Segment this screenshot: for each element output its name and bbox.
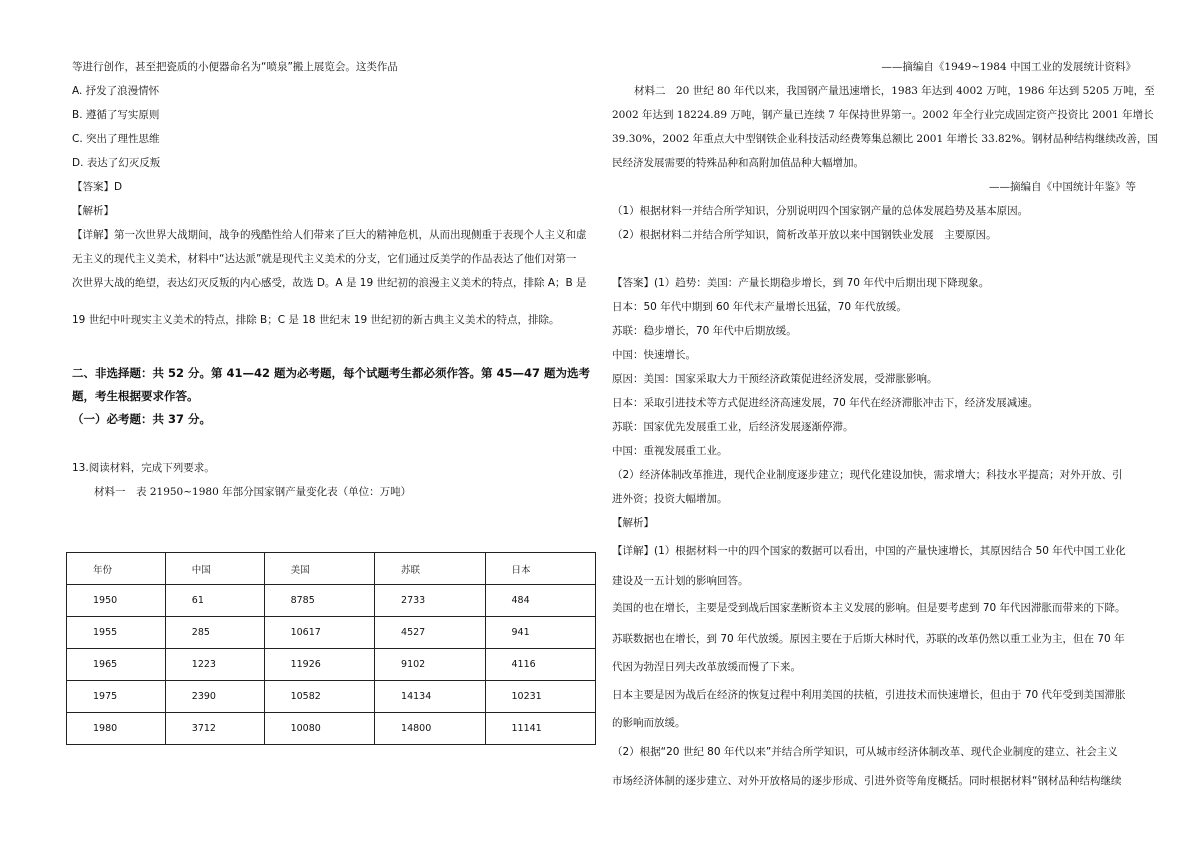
detail-line: 的影响而放缓。 bbox=[612, 717, 686, 729]
option-d: D. 表达了幻灭反叛 bbox=[72, 157, 161, 169]
section-heading-cont: 题，考生根据要求作答。 bbox=[72, 389, 199, 403]
detail-line: 次世界大战的绝望，表达幻灭反叛的内心感受，故选 D。A 是 19 世纪初的浪漫主义美术的特点，排除 A；B 是 bbox=[72, 277, 587, 289]
material-two-line: 民经济发展需要的特殊品种和高附加值品种大幅增加。 bbox=[612, 157, 864, 169]
detail-line: 无主义的现代主义美术，材料中“达达派”就是现代主义美术的分支，它们通过反美学的作品表达了他们对第一 bbox=[72, 253, 577, 265]
table-cell: 4116 bbox=[485, 649, 596, 681]
question-intro-text: 等进行创作，甚至把瓷质的小便器命名为“喷泉”搬上展览会。这类作品 bbox=[72, 61, 398, 73]
answer-line: 日本：采取引进技术等方式促进经济高速发展，70 年代在经济滞胀冲击下，经济发展减速。 bbox=[612, 397, 1039, 409]
answer-line: 苏联：国家优先发展重工业，后经济发展逐渐停滞。 bbox=[612, 421, 854, 433]
detail-line: 代因为勃涅日列夫改革放缓而慢了下来。 bbox=[612, 661, 801, 673]
table-cell: 2733 bbox=[375, 585, 485, 617]
answer-line: （2）经济体制改革推进，现代企业制度逐步建立；现代化建设加快，需求增大；科技水平提高；对外开放、引 bbox=[612, 469, 1123, 481]
answer-label: 【答案】D bbox=[72, 181, 123, 193]
source-citation: ——摘编自《中国统计年鉴》等 bbox=[989, 181, 1136, 193]
table-cell: 1975 bbox=[67, 681, 166, 713]
analysis-label: 【解析】 bbox=[72, 205, 114, 217]
table-cell: 10582 bbox=[264, 681, 374, 713]
table-cell: 14800 bbox=[375, 713, 485, 745]
table-cell: 10231 bbox=[485, 681, 596, 713]
answer-line: 日本：50 年代中期到 60 年代末产量增长迅猛，70 年代放缓。 bbox=[612, 301, 907, 313]
table-cell: 8785 bbox=[264, 585, 374, 617]
table-cell: 9102 bbox=[375, 649, 485, 681]
table-cell: 941 bbox=[485, 617, 596, 649]
source-citation: ——摘编自《1949~1984 中国工业的发展统计资料》 bbox=[881, 61, 1136, 73]
question-13: 13.阅读材料，完成下列要求。 bbox=[72, 462, 215, 474]
table-cell: 1980 bbox=[67, 713, 166, 745]
section-heading: 二、非选择题：共 52 分。第 41—42 题为必考题，每个试题考生都必须作答。第 45—47 题为选考 bbox=[72, 366, 591, 380]
material-two-line: 2002 年达到 18224.89 万吨，钢产量已连续 7 年保持世界第一。2002 年全行业完成固定资产投资比 2001 年增长 bbox=[612, 109, 1154, 121]
table-cell: 1223 bbox=[165, 649, 264, 681]
answer-line: 苏联：稳步增长，70 年代中后期放缓。 bbox=[612, 325, 797, 337]
table-cell: 1950 bbox=[67, 585, 166, 617]
material-two-line: 材料二 20 世纪 80 年代以来，我国钢产量迅速增长，1983 年达到 4002 万吨，1986 年达到 5205 万吨，至 bbox=[634, 85, 1155, 97]
table-header-cell: 美国 bbox=[264, 553, 374, 585]
option-a: A. 抒发了浪漫情怀 bbox=[72, 85, 160, 97]
detail-line: 【详解】(1）根据材料一中的四个国家的数据可以看出，中国的产量快速增长，其原因结合 50 年代中国工业化 bbox=[612, 545, 1126, 557]
detail-line: 美国的也在增长，主要是受到战后国家垄断资本主义发展的影响。但是要考虑到 70 年代因滞胀而带来的下降。 bbox=[612, 602, 1126, 614]
table-cell: 11926 bbox=[264, 649, 374, 681]
material-two-line: 39.30%，2002 年重点大中型钢铁企业科技活动经费筹集总额比 2001 年增长 33.82%。钢材品种结构继续改善，国 bbox=[612, 133, 1158, 145]
answer-line: 【答案】(1）趋势：美国：产量长期稳步增长，到 70 年代中后期出现下降现象。 bbox=[612, 277, 990, 289]
table-cell: 1965 bbox=[67, 649, 166, 681]
table-header-row bbox=[67, 553, 596, 585]
requirement-2: （2）根据材料二并结合所学知识，简析改革开放以来中国钢铁业发展 主要原因。 bbox=[612, 229, 997, 241]
requirement-1: （1）根据材料一并结合所学知识，分别说明四个国家钢产量的总体发展趋势及基本原因。 bbox=[612, 205, 1029, 217]
detail-line: 苏联数据也在增长，到 70 年代放缓。原因主要在于后斯大林时代，苏联的改革仍然以重工业为主，但在 70 年 bbox=[612, 633, 1125, 645]
answer-line: 进外资；投资大幅增加。 bbox=[612, 493, 728, 505]
steel-output-table bbox=[66, 552, 596, 745]
table-cell: 4527 bbox=[375, 617, 485, 649]
table-cell: 2390 bbox=[165, 681, 264, 713]
detail-line: 建设及一五计划的影响回答。 bbox=[612, 575, 749, 587]
subsection-heading: （一）必考题：共 37 分。 bbox=[72, 412, 212, 426]
option-c: C. 突出了理性思维 bbox=[72, 133, 160, 145]
answer-line: 中国：快速增长。 bbox=[612, 349, 696, 361]
table-row bbox=[67, 649, 596, 681]
analysis-label: 【解析】 bbox=[612, 517, 654, 529]
table-row bbox=[67, 713, 596, 745]
answer-line: 原因：美国：国家采取大力干预经济政策促进经济发展，受滞胀影响。 bbox=[612, 373, 938, 385]
table-header-cell: 中国 bbox=[165, 553, 264, 585]
table-header-cell: 苏联 bbox=[375, 553, 485, 585]
table-cell: 1955 bbox=[67, 617, 166, 649]
table-row bbox=[67, 617, 596, 649]
table-cell: 10080 bbox=[264, 713, 374, 745]
option-b: B. 遵循了写实原则 bbox=[72, 109, 160, 121]
detail-line: 19 世纪中叶现实主义美术的特点，排除 B；C 是 18 世纪末 19 世纪初的新古典主义美术的特点，排除。 bbox=[72, 314, 560, 326]
detail-line: 【详解】第一次世界大战期间，战争的残酷性给人们带来了巨大的精神危机，从而出现侧重于表现个人主义和虚 bbox=[72, 229, 587, 241]
material-one-caption: 材料一 表 21950~1980 年部分国家钢产量变化表（单位：万吨） bbox=[94, 486, 412, 498]
table-cell: 11141 bbox=[485, 713, 596, 745]
detail-line: （2）根据“20 世纪 80 年代以来”并结合所学知识，可从城市经济体制改革、现代企业制度的建立、社会主义 bbox=[612, 746, 1118, 758]
detail-line: 市场经济体制的逐步建立、对外开放格局的逐步形成、引进外资等角度概括。同时根据材料“钢材品种结构继续 bbox=[612, 775, 1122, 787]
answer-line: 中国：重视发展重工业。 bbox=[612, 445, 728, 457]
table-cell: 14134 bbox=[375, 681, 485, 713]
table-cell: 10617 bbox=[264, 617, 374, 649]
detail-line: 日本主要是因为战后在经济的恢复过程中利用美国的扶植，引进技术而快速增长，但由于 70 代年受到美国滞胀 bbox=[612, 689, 1126, 701]
table-header-cell: 日本 bbox=[485, 553, 596, 585]
table-row bbox=[67, 681, 596, 713]
table-cell: 61 bbox=[165, 585, 264, 617]
table-cell: 285 bbox=[165, 617, 264, 649]
table-cell: 3712 bbox=[165, 713, 264, 745]
table-row bbox=[67, 585, 596, 617]
table-header-cell: 年份 bbox=[67, 553, 166, 585]
table-cell: 484 bbox=[485, 585, 596, 617]
